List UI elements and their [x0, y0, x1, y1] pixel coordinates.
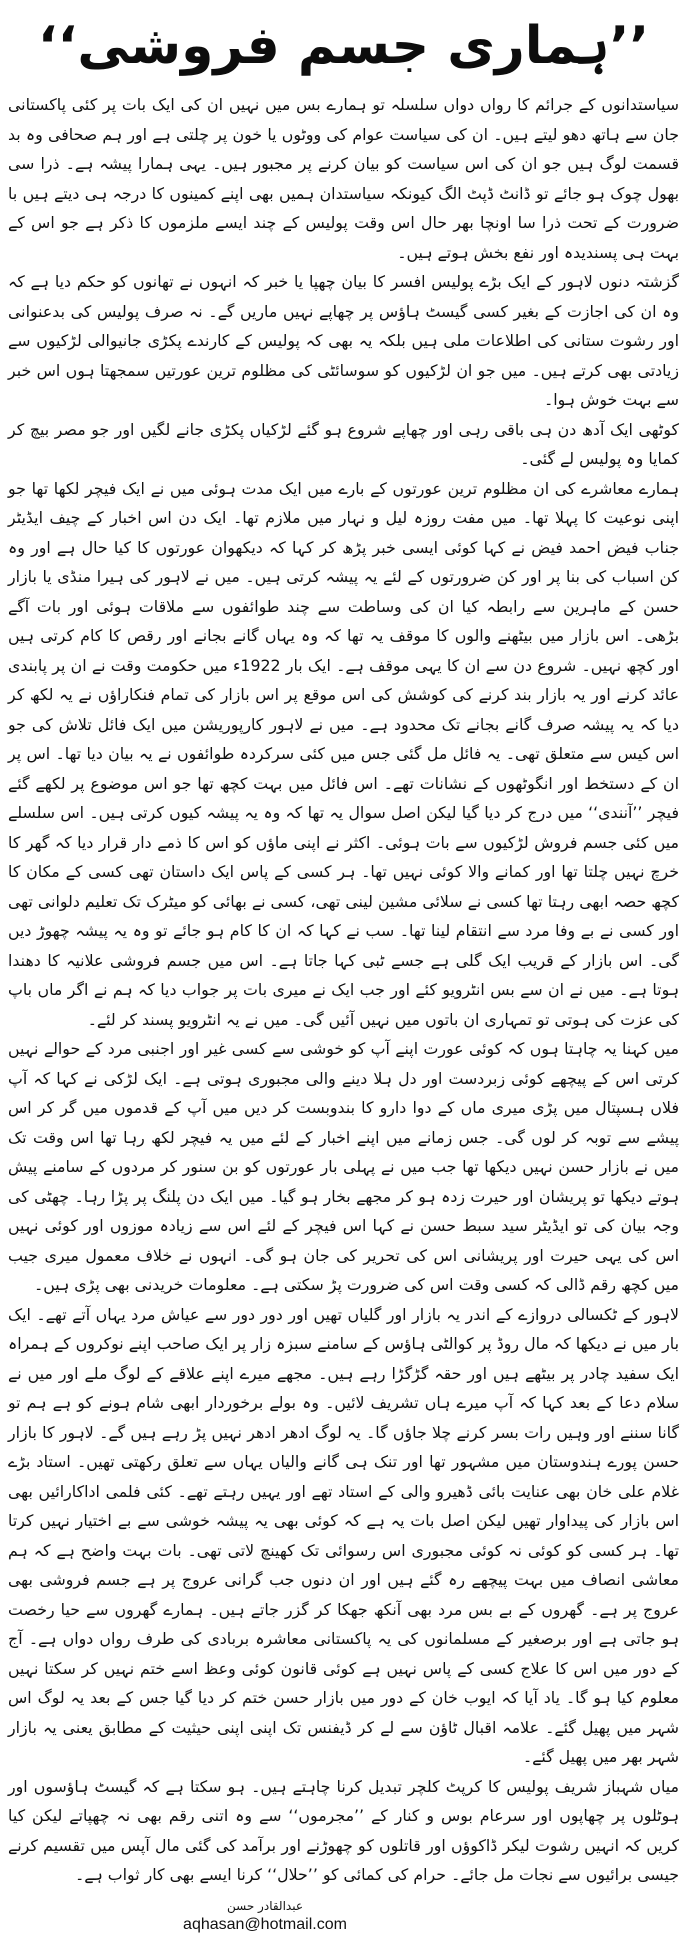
paragraph: ہمارے معاشرے کی ان مظلوم ترین عورتوں کے بارے میں ایک مدت ہوئی میں نے ایک فیچر لکھا تھا جو اپنی نوعیت کا پہلا تھا۔ میں مفت روزہ لیل و نہار میں ملازم تھا۔ ایک دن اس اخبار کے چیف ایڈیٹر جناب فیض احمد فیض نے کہا کوئی ایسی خبر پڑھ کر کہا کہ دیکھوان عورتوں کا کیا حال ہے اور وہ کن اسباب کی بنا پر اور کن ضرورتوں کے لئے یہ پیشہ کرتی ہیں۔ میں نے لاہور کی ہیرا منڈی یا بازار حسن کے ماہرین سے رابطہ کیا ان کی وساطت سے چند طوائفوں سے ملاقات ہوئی اور بات آگے بڑھی۔ اس بازار میں بیٹھنے والوں کا موقف یہ تھا کہ وہ یہاں گانے بجانے اور رقص کا کام کرتی ہیں اور کچھ نہیں۔ شروع دن سے ان کا یہی موقف ہے۔ ایک بار 1922ء میں حکومت وقت نے ان پر پابندی عائد کرنے اور یہ بازار بند کرنے کی کوشش کی اس موقع پر اس بازار کی تمام فنکاراؤں نے یہ لکھ کر دیا کہ یہ پیشہ صرف گانے بجانے تک محدود ہے۔ میں نے لاہور کارپوریشن میں ایک فائل تلاش کی جو اس کیس سے متعلق تھی۔ یہ فائل مل گئی جس میں کئی سرکردہ طوائفوں نے یہ بیان دیا تھا۔ اس پر ان کے دستخط اور انگوٹھوں کے نشانات تھے۔ اس فائل میں بہت کچھ تھا جو اس موضوع پر لکھے گئے فیچر ’’آنندی‘‘ میں درج کر دیا گیا لیکن اصل سوال یہ تھا کہ وہ یہ پیشہ کیوں کرتی ہیں۔ اس سلسلے میں کئی جسم فروش لڑکیوں سے بات ہوئی۔ اکثر نے اپنی ماؤں کو اس کا ذمے دار قرار دیا کہ گھر کا خرچ نہیں چلتا تھا اور کمانے والا کوئی نہیں تھا۔ ہر کسی کے پاس ایک داستان تھی کسی کے مکان کا کچھ حصہ ابھی رہتا تھا کسی نے سلائی مشین لینی تھی، کسی نے بھائی کو میٹرک تک تعلیم دلوانی تھی اور کسی نے بے وفا مرد سے انتقام لینا تھا۔ سب نے کہا کہ ان کا کام ہو جائے تو وہ یہ پیشہ چھوڑ دیں گی۔ اس بازار کے قریب ایک گلی ہے جسے ٹبی کہا جاتا ہے۔ اس میں جسم فروشی علانیہ کا دھندا ہوتا ہے۔ میں نے ان سے بس انٹرویو کئے اور جب ایک نے میری بات پر جواب دیا کہ ہم نے اگر ماں باپ کی عزت کی ہوتی تو تمہاری ان باتوں میں نہیں آئیں گی۔ میں نے یہ انٹرویو پسند کر لئے۔	[8, 478, 679, 1029]
paragraph: لاہور کے ٹکسالی دروازے کے اندر یہ بازار اور گلیاں تھیں اور دور دور سے عیاش مرد یہاں آتے تھے۔ ایک بار میں نے دیکھا کہ مال روڈ پر کوالٹی ہاؤس کے سامنے سبزہ زار پر ایک صاحب اپنے نوکروں کے ہمراہ ایک سفید چادر پر بیٹھے ہیں اور حقہ گڑگڑا رہے ہیں۔ مجھے میرے اپنے علاقے کے لوگ ملے اور میں نے سلام دعا کے بعد کہا کہ آپ میرے ہاں تشریف لائیں۔ وہ بولے برخوردار ابھی شام ہونے کو ہے ہم تو گانا سننے اور وہیں رات بسر کرنے چلا جاؤں گا۔ یہ لوگ ادھر ادھر نہیں پڑ رہے ہیں گے۔ لاہور کا بازار حسن پورے ہندوستان میں مشہور تھا اور تنک ہی گانے والیاں یہاں سے تعلق رکھتی تھیں۔ استاد بڑے غلام علی خان بھی عنایت بائی ڈھیرو والی کے استاد تھے اور یہیں رہتے تھے۔ کئی فلمی اداکارائیں بھی اس بازار کی پیداوار تھیں لیکن اصل بات یہ ہے کہ کوئی بھی یہ پیشہ خوشی سے بے اختیار نہیں کرتا تھا۔ ہر کسی کو کوئی نہ کوئی مجبوری اس رسوائی تک کھینچ لاتی تھی۔ بات بہت واضح ہے کہ ہم معاشی انصاف میں بہت پیچھے رہ گئے ہیں اور ان دنوں جب گرانی عروج پر ہے جسم فروشی بھی عروج پر ہے۔ گھروں کے بے بس مرد بھی آنکھ جھکا کر گزر جاتے ہیں۔ ہمارے گھروں سے حیا رخصت ہو جاتی ہے اور برصغیر کے مسلمانوں کی یہ پاکستانی معاشرہ بربادی کی طرف رواں دواں ہے۔ آج کے دور میں اس کا علاج کسی کے پاس نہیں ہے کوئی قانون کوئی وعظ اسے ختم نہیں کر سکتا نہیں معلوم کیا ہو گا۔ یاد آیا کہ ایوب خان کے دور میں بازار حسن ختم کر دیا گیا جس کے بعد یہ لوگ اس شہر میں پھیل گئے۔ علامہ اقبال ٹاؤن سے لے کر ڈیفنس تک اپنی اپنی حیثیت کے مطابق یعنی یہ بازار شہر بھر میں پھیل گئے۔	[8, 1304, 679, 1766]
paragraph: میاں شہباز شریف پولیس کا کرپٹ کلچر تبدیل کرنا چاہتے ہیں۔ ہو سکتا ہے کہ گیسٹ ہاؤسوں اور ہوٹلوں پر چھاپوں اور سرعام بوس و کنار کے ’’مجرموں‘‘ سے وہ اتنی رقم بھی نہ چھپاتے لیکن کیا کریں کہ انہیں رشوت لیکر ڈاکوؤں اور قاتلوں کو چھوڑنے اور برآمد کی گئی مال آپس میں تقسیم کرنے جیسی برائیوں سے نجات مل جائے۔ حرام کی کمائی کو ’’حلال‘‘ کرنا ایسے بھی کار ثواب ہے۔	[8, 1776, 679, 1884]
paragraph: کوٹھی ایک آدھ دن ہی باقی رہی اور چھاپے شروع ہو گئے لڑکیاں پکڑی جانے لگیں اور جو مصر بیچ کر کمایا وہ پولیس لے گئی۔	[8, 419, 679, 468]
article-body	[8, 90, 679, 1884]
author-name: عبدالقادر حسن	[226, 1899, 303, 1913]
article-title: ’’ہماری جسم فروشی‘‘	[37, 16, 650, 76]
paragraph: سیاستدانوں کے جرائم کا رواں دواں سلسلہ تو ہمارے بس میں نہیں ان کی ایک بات پر کئی پاکستانی جان سے ہاتھ دھو لیتے ہیں۔ ان کی سیاست عوام کی ووٹوں یا خون پر چلتی ہے اور ہم صحافی وہ بد قسمت لوگ ہیں جو ان کی اس سیاست کو بیان کرنے پر مجبور ہیں۔ یہی ہمارا پیشہ ہے۔ ذرا سی بھول چوک ہو جائے تو ڈانٹ ڈپٹ الگ کیونکہ سیاستدان ہمیں بھی اپنے کمینوں کا درجہ ہی دیتے ہیں با ضرورت کے تحت ذرا سا اونچا بھر حال اس وقت پولیس کے چند ایسے ملزموں کا ذکر ہے جو اس کے بہت ہی پسندیدہ اور نفع بخش ہوتے ہیں۔	[8, 95, 679, 262]
paragraph: میں کہنا یہ چاہتا ہوں کہ کوئی عورت اپنے آپ کو خوشی سے کسی غیر اور اجنبی مرد کے حوالے نہیں کرتی اس کے پیچھے کوئی زبردست اور دل ہلا دینے والی مجبوری ہوتی ہے۔ ایک لڑکی نے کہا کہ آپ فلاں ہسپتال میں پڑی میری ماں کے دوا دارو کا بندوبست کر دیں میں آپ کے قدموں میں گر کر اس پیشے سے توبہ کر لوں گی۔ جس زمانے میں اپنے اخبار کے لئے میں یہ فیچر لکھ رہا تھا اس وقت تک میں نے بازار حسن نہیں دیکھا تھا جب میں نے پہلی بار عورتوں کو بن سنور کر مردوں کے سامنے پیش ہوتے دیکھا تو پریشان اور حیرت زدہ ہو کر مجھے بخار ہو گیا۔ میں ایک دن پلنگ پر پڑا رہا۔ چھٹی کی وجہ بیان کی تو ایڈیٹر سید سبط حسن نے کہا اس فیچر کے لئے اس سے زیادہ موزوں اور کوئی نہیں اس کی یہی حیرت اور پریشانی اس کی تحریر کی جان ہو گی۔ انہوں نے خلاف معمول میری جیب میں کچھ رقم ڈالی کہ کسی وقت اس کی ضرورت پڑ سکتی ہے۔ معلومات خریدنی بھی پڑی ہیں۔	[8, 1039, 679, 1294]
author-email[interactable]: aqhasan@hotmail.com	[183, 1916, 347, 1933]
paragraph: گزشتہ دنوں لاہور کے ایک بڑے پولیس افسر کا بیان چھپا یا خبر کہ انہوں نے تھانوں کو حکم دیا ہے کہ وہ ان کی اجازت کے بغیر کسی گیسٹ ہاؤس پر چھاپے نہیں ماریں گے۔ نہ صرف پولیس کی بدعنوانی اور رشوت ستانی کی اطلاعات ملی ہیں بلکہ یہ بھی کہ پولیس کے کارندے پکڑی جانیوالی لڑکیوں سے زیادتی بھی کرتے ہیں۔ میں جو ان لڑکیوں کو سوسائٹی کی مظلوم ترین عورتیں سمجھتا ہوں اس خبر سے بہت خوش ہوا۔	[8, 272, 679, 409]
